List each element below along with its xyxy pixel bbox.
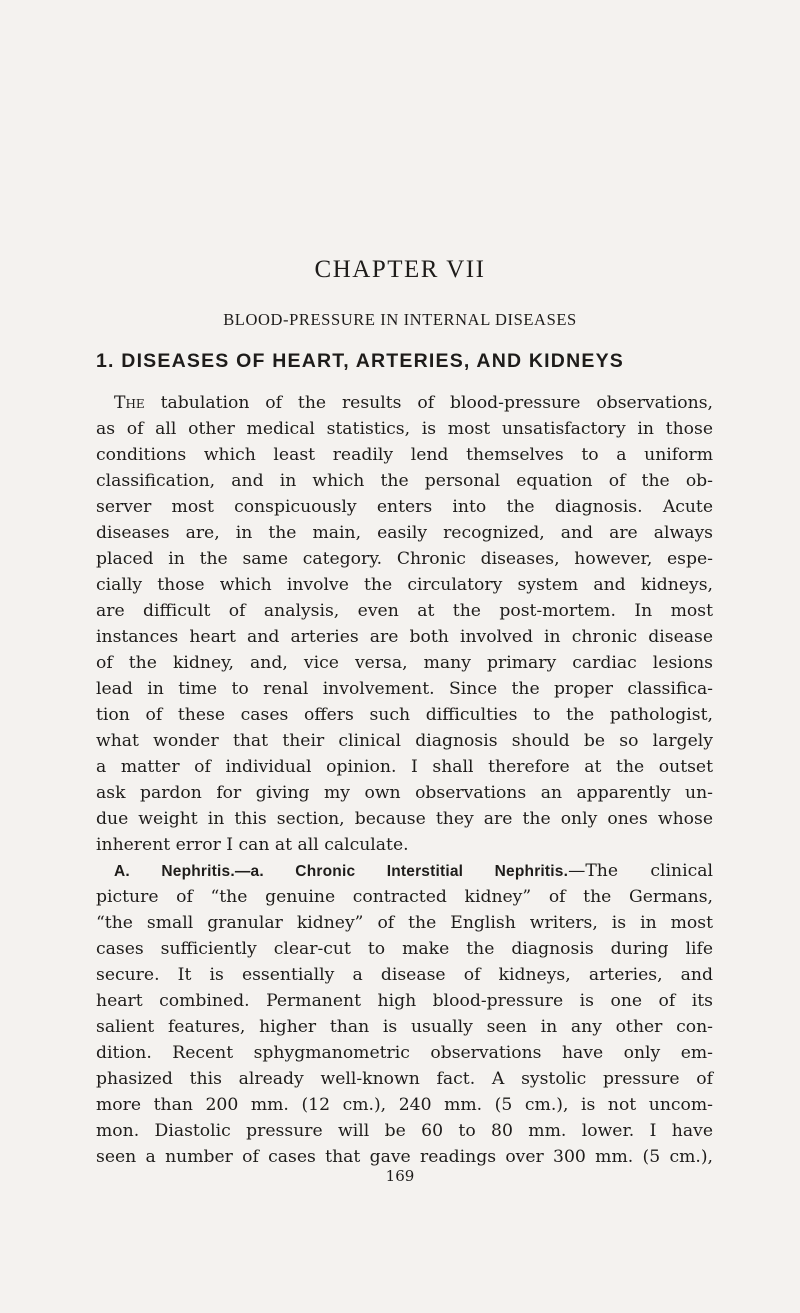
paragraph-1-line: server most conspicuously enters into the diagnosis. Acute	[96, 497, 713, 517]
paragraph-1-line: are difficult of analysis, even at the post-mortem. In most	[96, 601, 713, 621]
section-heading: 1. DISEASES OF HEART, ARTERIES, AND KIDNEYS	[96, 350, 624, 372]
paragraph-2-line: seen a number of cases that gave readings over 300 mm. (5 cm.),	[96, 1147, 713, 1167]
paragraph-2-line: secure. It is essentially a disease of kidneys, arteries, and	[96, 965, 713, 985]
paragraph-2-line: picture of “the genuine contracted kidney” of the Germans,	[96, 887, 713, 907]
paragraph-2-line	[114, 858, 713, 884]
paragraph-1-line: what wonder that their clinical diagnosis should be so largely	[96, 731, 713, 751]
chapter-subtitle: BLOOD-PRESSURE IN INTERNAL DISEASES	[223, 310, 577, 329]
paragraph-2-line: cases sufficiently clear-cut to make the diagnosis during life	[96, 939, 713, 959]
paragraph-1-line: instances heart and arteries are both involved in chronic disease	[96, 627, 713, 647]
paragraph-1-line	[114, 390, 713, 416]
paragraph-1-line: lead in time to renal involvement. Since the proper classifica-	[96, 679, 713, 699]
paragraph-1-line: cially those which involve the circulatory system and kidneys,	[96, 575, 713, 595]
paragraph-1-line: as of all other medical statistics, is most unsatisfactory in those	[96, 419, 713, 439]
paragraph-2-line: more than 200 mm. (12 cm.), 240 mm. (5 cm.), is not uncom-	[96, 1095, 713, 1115]
paragraph-1-line: inherent error I can at all calculate.	[96, 835, 409, 855]
paragraph-1-line: tion of these cases offers such difficulties to the pathologist,	[96, 705, 713, 725]
paragraph-1-line: ask pardon for giving my own observations an apparently un-	[96, 783, 713, 803]
page-number: 169	[385, 1167, 415, 1185]
paragraph-1-line: classification, and in which the personal equation of the ob-	[96, 471, 713, 491]
line-text: tabulation of the results of blood-pressure observations,	[144, 393, 713, 413]
line-text: —The clinical	[568, 861, 713, 881]
paragraph-2-line: heart combined. Permanent high blood-pressure is one of its	[96, 991, 713, 1011]
paragraph-1-line: diseases are, in the main, easily recognized, and are always	[96, 523, 713, 543]
paragraph-2-line: salient features, higher than is usually seen in any other con-	[96, 1017, 713, 1037]
paragraph-2-line: phasized this already well-known fact. A systolic pressure of	[96, 1069, 713, 1089]
paragraph-2-line: mon. Diastolic pressure will be 60 to 80 mm. lower. I have	[96, 1121, 713, 1141]
paragraph-1-line: of the kidney, and, vice versa, many primary cardiac lesions	[96, 653, 713, 673]
paragraph-1-line: placed in the same category. Chronic diseases, however, espe-	[96, 549, 713, 569]
subsection-heading: A. Nephritis.—a. Chronic Interstitial Nephritis.	[114, 863, 569, 880]
paragraph-1-line: due weight in this section, because they are the only ones whose	[96, 809, 713, 829]
paragraph-2-line: dition. Recent sphygmanometric observations have only em-	[96, 1043, 713, 1063]
lead-word: The	[114, 393, 145, 413]
paragraph-1-line: conditions which least readily lend themselves to a uniform	[96, 445, 713, 465]
paragraph-2-line: “the small granular kidney” of the English writers, is in most	[96, 913, 713, 933]
chapter-title: CHAPTER VII	[314, 256, 486, 283]
paragraph-1-line: a matter of individual opinion. I shall therefore at the outset	[96, 757, 713, 777]
